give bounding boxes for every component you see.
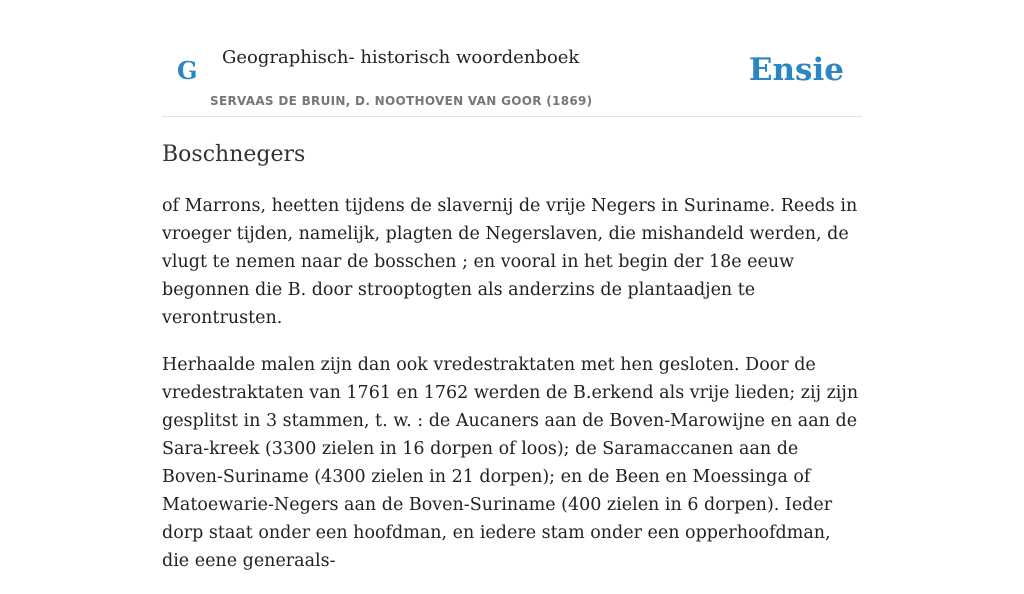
ensie-logo[interactable]: Ensie bbox=[748, 52, 844, 88]
entry-paragraph: Herhaalde malen zijn dan ook vredestraktaten met hen gesloten. Door de vredestraktaten van 1761 en 1762 werden de B.erkend als vrije lieden; zij zijn gesplitst in 3 stammen, t. w. : de Aucaners aan de Boven-Marowijne en aan de Sara-kreek (3300 zielen in 16 dorpen of loos); de Saramaccanen aan de Boven-Suriname (4300 zielen in 21 dorpen); en de Been en Moessinga of Matoewarie-Negers aan de Boven-Suriname (400 zielen in 6 dorpen). Ieder dorp staat onder een hoofdman, en iedere stam onder een opperhoofdman, die eene generaals- bbox=[162, 355, 859, 571]
book-title[interactable]: Geographisch- historisch woordenboek bbox=[222, 47, 580, 68]
book-header bbox=[162, 0, 862, 117]
entry-paragraph: of Marrons, heetten tijdens de slavernij de vrije Negers in Suriname. Reeds in vroeger tijden, namelijk, plagten de Negerslaven, die mishandeld werden, de vlugt te nemen naar de bosschen ; en vooral in het begin der 18e eeuw begonnen die B. door strooptogten als anderzins de plantaadjen te verontrusten. bbox=[162, 196, 858, 328]
entry-title: Boschnegers bbox=[162, 142, 306, 167]
entry-content bbox=[162, 192, 862, 594]
book-authors: SERVAAS DE BRUIN, D. NOOTHOVEN VAN GOOR (1869) bbox=[210, 94, 593, 108]
book-letter-badge: G bbox=[177, 56, 198, 85]
